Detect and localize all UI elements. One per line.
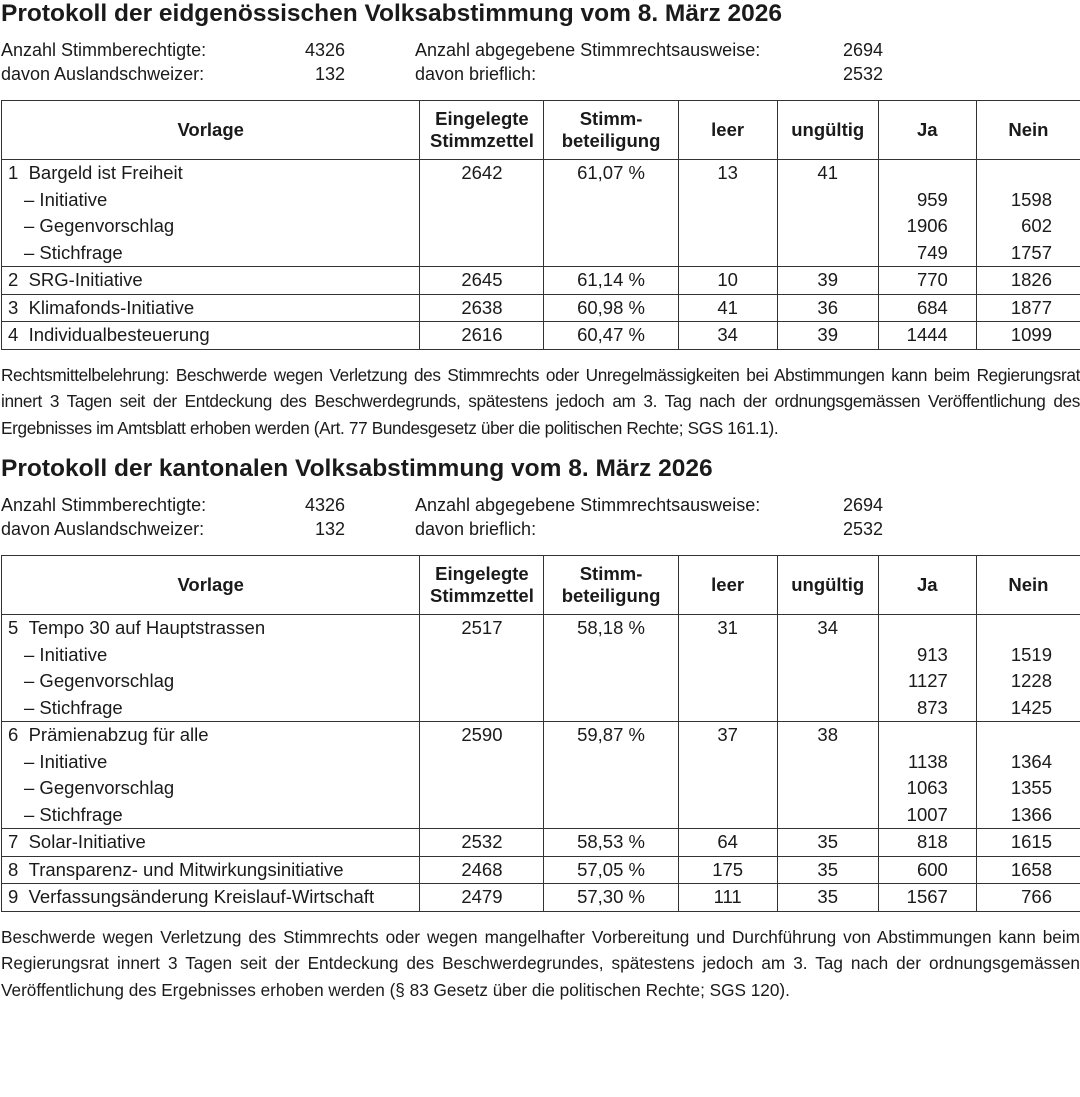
meta-left [1, 493, 345, 517]
cell-nein [976, 294, 1080, 322]
cell-value: 818 [916, 831, 948, 852]
sub-question: – Gegenvorschlag [24, 215, 175, 236]
vorlage-cell [2, 856, 420, 884]
vorlage-cell [2, 615, 420, 722]
cell-value: 34 [717, 324, 738, 345]
meta-left [1, 38, 345, 62]
sub-question: – Initiative [24, 643, 108, 665]
spacer [18, 724, 28, 745]
sub-value: 1138 [908, 750, 948, 772]
cell-value: 60,47 % [577, 324, 645, 345]
cell-value: 1099 [1010, 324, 1052, 345]
sub-question: – Initiative [24, 188, 108, 210]
vorlage-cell [2, 322, 420, 350]
sub-value: 1366 [1010, 803, 1052, 825]
cell-beteiligung [544, 829, 678, 857]
cell-ungueltig [777, 160, 878, 267]
cell-value: 2479 [461, 886, 503, 907]
cell-beteiligung [544, 615, 678, 722]
vorlage-number: 5 [8, 617, 19, 638]
vorlage-name: Solar-Initiative [28, 831, 146, 852]
cell-value: 2517 [461, 617, 503, 638]
cell-leer [678, 856, 777, 884]
cell-ja [878, 884, 976, 912]
spacer [18, 324, 28, 345]
cell-value: 684 [916, 296, 948, 318]
vorlage-number: 6 [8, 724, 19, 745]
vorlage-cell [2, 829, 420, 857]
vorlage-name: Verfassungsänderung Kreislauf-Wirtschaft [28, 886, 375, 907]
cell-value: 766 [1021, 886, 1052, 907]
meta-label: davon Auslandschweizer: [1, 64, 205, 84]
cell-leer [678, 294, 777, 322]
results-table [1, 555, 1080, 912]
table-row [2, 294, 1080, 322]
cell-value: 37 [717, 724, 738, 745]
spacer [18, 859, 28, 880]
table-row [2, 856, 1080, 884]
cell-stimmzettel [420, 322, 544, 350]
meta-label: Anzahl abgegebene Stimmrechtsausweise: [415, 40, 761, 60]
sub-value: 1063 [906, 777, 948, 798]
cell-ja [878, 322, 976, 350]
cell-stimmzettel [420, 829, 544, 857]
cell-nein [976, 722, 1080, 829]
cell-nein [976, 615, 1080, 722]
document-body [1, 0, 1080, 1003]
cell-value: 2616 [461, 324, 503, 345]
meta-value: 4326 [304, 495, 345, 515]
meta-value: 2694 [842, 40, 883, 60]
vorlage-cell [2, 722, 420, 829]
cell-ungueltig [777, 322, 878, 350]
cell-stimmzettel [420, 615, 544, 722]
cell-value: 2645 [461, 269, 503, 290]
table-row [2, 267, 1080, 295]
meta-line [1, 493, 1080, 517]
cell-value: 34 [817, 617, 838, 638]
cell-nein [976, 856, 1080, 884]
results-table [1, 100, 1080, 350]
sub-value: 1364 [1010, 750, 1052, 772]
sub-question: – Stichfrage [24, 696, 123, 718]
vorlage-number: 7 [8, 831, 19, 852]
meta-label: Anzahl Stimmberechtigte: [1, 495, 207, 515]
meta-label: davon brieflich: [415, 519, 537, 539]
vorlage-title-line [8, 722, 413, 749]
vorlage-name: Transparenz- und Mitwirkungsinitiative [28, 858, 344, 880]
spacer [18, 831, 28, 852]
cell-value: 57,30 % [577, 886, 645, 907]
column-header: leer [678, 101, 777, 160]
column-header: Eingelegte Stimmzettel [420, 101, 544, 160]
cell-value: 35 [817, 886, 838, 907]
cell-nein [976, 322, 1080, 350]
sub-question: – Initiative [24, 750, 108, 772]
sub-value: 1757 [1010, 241, 1052, 263]
cell-stimmzettel [420, 160, 544, 267]
meta-value: 2694 [842, 495, 883, 515]
meta-line [1, 517, 1080, 541]
vorlage-name: Individualbesteuerung [28, 324, 210, 345]
cell-nein [976, 884, 1080, 912]
sub-value: 1228 [1010, 670, 1052, 691]
cell-value: 41 [817, 162, 838, 183]
cell-ja [878, 267, 976, 295]
cell-stimmzettel [420, 884, 544, 912]
vorlage-number: 3 [8, 296, 19, 318]
cell-beteiligung [544, 322, 678, 350]
cell-value: 61,14 % [577, 269, 645, 290]
meta-line [1, 38, 1080, 62]
cell-value [983, 160, 1052, 187]
sub-question: – Stichfrage [24, 241, 123, 263]
sub-value: 913 [916, 643, 948, 665]
cell-ungueltig [777, 829, 878, 857]
vorlage-name: SRG-Initiative [28, 269, 143, 290]
cell-stimmzettel [420, 294, 544, 322]
legal-note: Rechtsmittelbelehrung: Beschwerde wegen Verletzung des Stimmrechts oder Unregelmässigkeiten bei Abstimmungen kann beim Regierungsrat innert 3 Tagen seit der Entdeckung des Beschwerdegrunds, spätestens jedoch am 3. Tag nach der ordnungsgemässen Veröffentlichung des Ergebnisses im Amtsblatt erhoben werden (Art. 77 Bundesgesetz über die politischen Rechte; SGS 161.1). [1, 364, 1080, 438]
cell-ja [878, 294, 976, 322]
protocol-section [1, 455, 1080, 1003]
cell-beteiligung [544, 856, 678, 884]
table-row [2, 615, 1080, 722]
cell-ungueltig [777, 884, 878, 912]
column-header: ungültig [777, 556, 878, 615]
header-row [2, 101, 1080, 160]
cell-value [885, 160, 948, 187]
vorlage-title-line [8, 295, 413, 322]
cell-value: 58,53 % [577, 831, 645, 852]
meta-right [345, 38, 883, 62]
cell-value: 38 [817, 724, 838, 745]
sub-value: 749 [916, 241, 948, 263]
cell-value: 770 [916, 269, 948, 290]
table-row [2, 160, 1080, 267]
cell-value: 35 [817, 858, 838, 880]
cell-beteiligung [544, 160, 678, 267]
cell-leer [678, 884, 777, 912]
meta-left [1, 62, 345, 86]
cell-value: 10 [717, 269, 738, 290]
cell-leer [678, 160, 777, 267]
meta-left [1, 517, 345, 541]
cell-value: 1658 [1010, 858, 1052, 880]
cell-value: 39 [817, 324, 838, 345]
cell-stimmzettel [420, 267, 544, 295]
sub-value: 1007 [906, 803, 948, 825]
cell-ja [878, 615, 976, 722]
cell-value [983, 615, 1052, 642]
cell-value [885, 615, 948, 642]
vorlage-number: 1 [8, 162, 19, 183]
meta-value: 2532 [842, 64, 883, 84]
header-row [2, 556, 1080, 615]
table-row [2, 722, 1080, 829]
cell-beteiligung [544, 294, 678, 322]
table-row [2, 322, 1080, 350]
sub-question: – Gegenvorschlag [24, 670, 175, 691]
cell-leer [678, 267, 777, 295]
column-header: Stimm- beteiligung [544, 101, 678, 160]
sub-value: 1598 [1010, 188, 1052, 210]
sub-value: 602 [1021, 215, 1052, 236]
column-header: Ja [878, 556, 976, 615]
cell-stimmzettel [420, 722, 544, 829]
cell-value: 36 [817, 296, 838, 318]
cell-value: 39 [817, 269, 838, 290]
sub-question: – Gegenvorschlag [24, 777, 175, 798]
column-header: Eingelegte Stimmzettel [420, 556, 544, 615]
cell-value: 58,18 % [577, 617, 645, 638]
cell-stimmzettel [420, 856, 544, 884]
meta-block [1, 493, 1080, 541]
cell-leer [678, 615, 777, 722]
cell-value: 1444 [906, 324, 948, 345]
column-header: Vorlage [2, 556, 420, 615]
cell-ja [878, 856, 976, 884]
sub-value: 1127 [908, 670, 948, 691]
spacer [18, 269, 28, 290]
cell-value: 1877 [1010, 296, 1052, 318]
cell-ungueltig [777, 294, 878, 322]
cell-value [983, 722, 1052, 749]
cell-value: 64 [717, 831, 738, 852]
vorlage-title-line [8, 267, 413, 294]
meta-block [1, 38, 1080, 86]
cell-value: 175 [712, 858, 744, 880]
protocol-section [1, 0, 1080, 441]
column-header: ungültig [777, 101, 878, 160]
cell-nein [976, 829, 1080, 857]
cell-value: 2532 [461, 831, 503, 852]
cell-value: 31 [717, 617, 738, 638]
vorlage-cell [2, 160, 420, 267]
spacer [18, 162, 28, 183]
meta-value: 132 [314, 64, 345, 84]
meta-label: Anzahl Stimmberechtigte: [1, 40, 207, 60]
vorlage-name: Bargeld ist Freiheit [28, 162, 183, 183]
spacer [18, 617, 28, 638]
cell-value: 111 [713, 886, 742, 907]
cell-ja [878, 160, 976, 267]
cell-nein [976, 160, 1080, 267]
vorlage-name: Tempo 30 auf Hauptstrassen [28, 617, 266, 638]
cell-ungueltig [777, 267, 878, 295]
vorlage-number: 2 [8, 269, 19, 290]
meta-right [345, 517, 883, 541]
vorlage-cell [2, 294, 420, 322]
meta-line [1, 62, 1080, 86]
cell-leer [678, 829, 777, 857]
cell-beteiligung [544, 884, 678, 912]
vorlage-title-line [8, 857, 413, 884]
cell-ungueltig [777, 856, 878, 884]
column-header: leer [678, 556, 777, 615]
cell-value: 61,07 % [577, 162, 645, 183]
column-header: Vorlage [2, 101, 420, 160]
cell-value: 41 [717, 296, 738, 318]
cell-beteiligung [544, 267, 678, 295]
table-row [2, 829, 1080, 857]
cell-value: 600 [916, 858, 948, 880]
sub-value: 1355 [1010, 777, 1052, 798]
sub-value: 959 [916, 188, 948, 210]
sub-value: 1519 [1010, 643, 1052, 665]
cell-value: 60,98 % [577, 296, 645, 318]
sub-value: 1906 [906, 215, 948, 236]
cell-value: 13 [717, 162, 738, 183]
sub-value: 1425 [1010, 696, 1052, 718]
cell-value: 35 [817, 831, 838, 852]
cell-value [885, 722, 948, 749]
cell-ja [878, 722, 976, 829]
vorlage-title-line [8, 322, 413, 349]
meta-label: davon Auslandschweizer: [1, 519, 205, 539]
column-header: Nein [976, 556, 1080, 615]
table-row [2, 884, 1080, 912]
cell-leer [678, 322, 777, 350]
meta-label: davon brieflich: [415, 64, 537, 84]
cell-value: 1615 [1010, 831, 1052, 852]
sub-value: 873 [916, 696, 948, 718]
vorlage-cell [2, 267, 420, 295]
cell-value: 1567 [906, 886, 948, 907]
meta-right [345, 493, 883, 517]
cell-value: 1826 [1010, 269, 1052, 290]
section-title: Protokoll der kantonalen Volksabstimmung vom 8. März 2026 [1, 455, 713, 482]
vorlage-cell [2, 884, 420, 912]
meta-value: 4326 [304, 40, 345, 60]
column-header: Ja [878, 101, 976, 160]
section-title: Protokoll der eidgenössischen Volksabstimmung vom 8. März 2026 [1, 0, 783, 27]
meta-value: 132 [314, 519, 345, 539]
cell-value: 59,87 % [577, 724, 645, 745]
vorlage-number: 4 [8, 324, 19, 345]
vorlage-name: Klimafonds-Initiative [28, 296, 195, 318]
spacer [18, 886, 28, 907]
cell-value: 2590 [461, 724, 503, 745]
column-header: Stimm- beteiligung [544, 556, 678, 615]
cell-value: 2642 [461, 162, 503, 183]
vorlage-title-line [8, 884, 413, 911]
meta-label: Anzahl abgegebene Stimmrechtsausweise: [415, 495, 761, 515]
vorlage-number: 9 [8, 886, 19, 907]
vorlage-name: Prämienabzug für alle [28, 724, 209, 745]
meta-right [345, 62, 883, 86]
cell-ungueltig [777, 615, 878, 722]
cell-nein [976, 267, 1080, 295]
sub-question: – Stichfrage [24, 803, 123, 825]
vorlage-title-line [8, 615, 413, 642]
cell-leer [678, 722, 777, 829]
vorlage-number: 8 [8, 858, 19, 880]
vorlage-title-line [8, 829, 413, 856]
vorlage-title-line [8, 160, 413, 187]
cell-ja [878, 829, 976, 857]
cell-value: 2468 [461, 858, 503, 880]
column-header: Nein [976, 101, 1080, 160]
cell-beteiligung [544, 722, 678, 829]
spacer [18, 297, 28, 318]
meta-value: 2532 [842, 519, 883, 539]
cell-value: 57,05 % [577, 858, 645, 880]
legal-note: Beschwerde wegen Verletzung des Stimmrechts oder wegen mangelhafter Vorbereitung und Durchführung von Abstimmungen kann beim Regierungsrat innert 3 Tagen seit der Entdeckung des Beschwerdegrundes, spätestens jedoch am 3. Tag nach der ordnungsgemässen Veröffentlichung des Ergebnisses erhoben werden (§ 83 Gesetz über die politischen Rechte; SGS 120). [1, 926, 1080, 1000]
cell-ungueltig [777, 722, 878, 829]
cell-value: 2638 [461, 296, 503, 318]
